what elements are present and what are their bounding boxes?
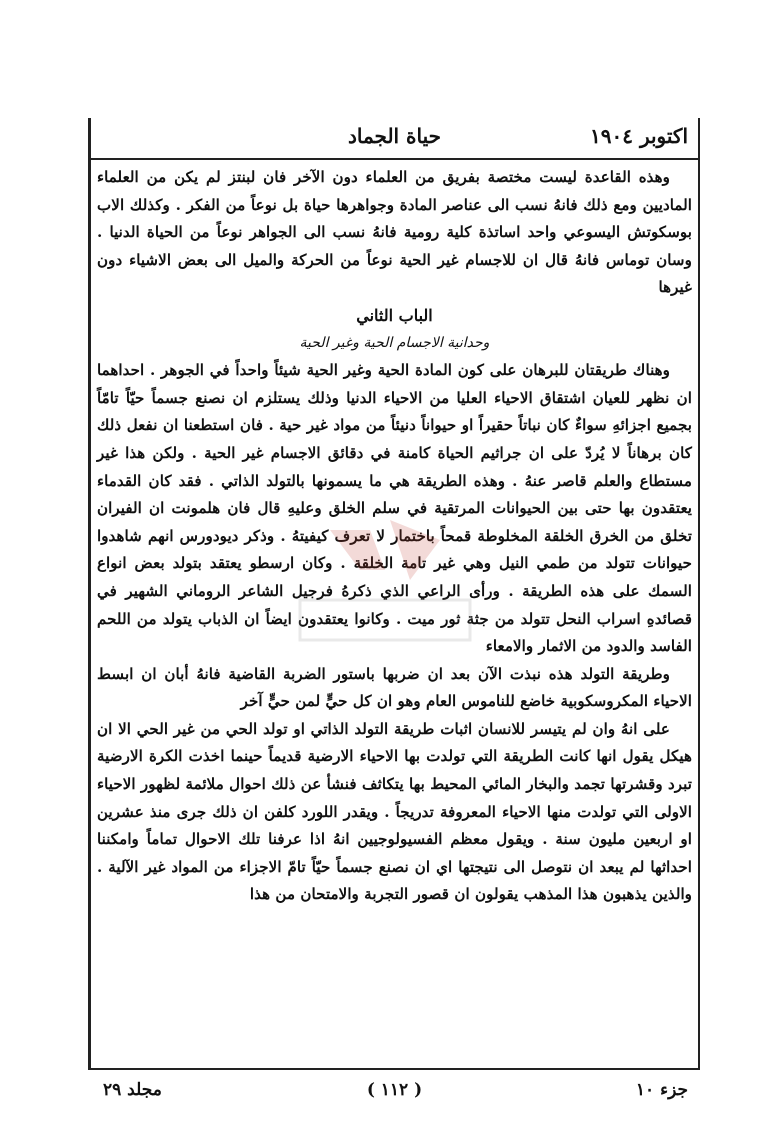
running-title: حياة الجماد bbox=[347, 124, 442, 148]
chapter-title: الباب الثاني bbox=[356, 305, 433, 325]
paragraph: على انهُ وان لم يتيسر للانسان اثبات طريقة التولد الذاتي او تولد الحي من غير الحي الا ان هيكل يقول انها كانت الطريقة التي تولدت بها الاحياء الارضية قديماً حينما اخذت الكرة الارضية تبرد وقشرتها تجمد والبخار المائي المحيط بها يتكاثف فنشأ عن ذلك احوال ملائمة لظهور الاحياء الاولى التي تولدت منها الاحياء المعروفة تدريجاً . ويقدر اللورد كلفن ان ذلك جرى منذ عشرين او اربعين مليون سنة . ويقول معظم الفسيولوجيين انهُ اذا عرفنا تلك الاحوال تماماً وامكننا احداثها لم يبعد ان نتوصل الى نتيجتها اي ان نصنع جسماً حيّاً تامّ الاجزاء من المواد غير الآلية . والذين يذهبون هذا المذهب يقولون ان قصور التجربة والامتحان من هذا bbox=[97, 719, 692, 904]
page-number: ( ١١٢ ) bbox=[366, 1080, 423, 1100]
paragraph: وهناك طريقتان للبرهان على كون المادة الحية وغير الحية شيئاً واحداً في الجوهر . احداهما ان نظهر للعيان اشتقاق الاحياء العليا من الاحياء الدنيا وذلك يستلزم ان نصنع جسماً حيّاً تامّاً بجميع اجزائهِ سواءٌ كان نباتاً حقيراً او حيواناً دنيئاً من مواد غير حية . فان استطعنا ان نفعل ذلك كان برهاناً لا يُردّ على ان جراثيم الحياة كامنة في دقائق الاجسام غير الحية . ولكن هذا غير مستطاع والعلم قاصر عنهُ . وهذه الطريقة هي ما يسمونها بالتولد الذاتي . فقد كان القدماء يعتقدون بها حتى بين الحيوانات المرتقية في سلم الخلق وعليهِ قال فان هلمونت ان الفيران تخلق من الخرق الخلقة المخلوطة قمحاً باختمار لا تعرف كيفيتهُ . وذكر ديودورس انهم شاهدوا حيوانات تتولد من طمي النيل وهي غير تامة الخلقة . وكان ارسطو يعتقد بتولد بعض انواع السمك على هذه الطريقة . ورأى الراعي الذي ذكرهُ فرجيل الشاعر الروماني الشهير في قصائدهِ اسراب النحل تتولد من جثة ثور ميت . وكانوا يعتقدون ايضاً ان الذباب يتولد من اللحم الفاسد والدود من الاثمار والامعاء bbox=[97, 361, 692, 656]
page-footer bbox=[91, 1078, 698, 1106]
article-body bbox=[97, 164, 692, 909]
volume-number: مجلد ٢٩ bbox=[103, 1080, 162, 1100]
paragraph: وطريقة التولد هذه نبذت الآن بعد ان ضربها باستور الضربة القاضية فانهُ أبان ان ابسط الاحياء المكروسكوبية خاضع للناموس العام وهو ان كل حيٍّ لمن حيٍّ آخر bbox=[97, 664, 692, 711]
magazine-page bbox=[88, 118, 700, 1100]
chapter-subtitle: وحدانية الاجسام الحية وغير الحية bbox=[299, 334, 490, 351]
part-number: جزء ١٠ bbox=[635, 1080, 688, 1100]
paragraph: وهذه القاعدة ليست مختصة بفريق من العلماء دون الآخر فان لبنتز لم يكن من العلماء الماديين ومع ذلك فانهُ نسب الى عناصر المادة وجواهرها حياة بل نوعاً من الفكر . وكذلك الاب بوسكوتش اليسوعي واحد اساتذة كلية رومية فانهُ نسب الى الجواهر نوعاً من الحياة الدنيا . وسان توماس فانهُ قال ان للاجسام غير الحية نوعاً من الحركة والميل الى بعض الاشياء دون غيرها bbox=[97, 168, 692, 297]
page-header bbox=[91, 118, 698, 160]
issue-date: اكتوبر ١٩٠٤ bbox=[590, 124, 688, 148]
